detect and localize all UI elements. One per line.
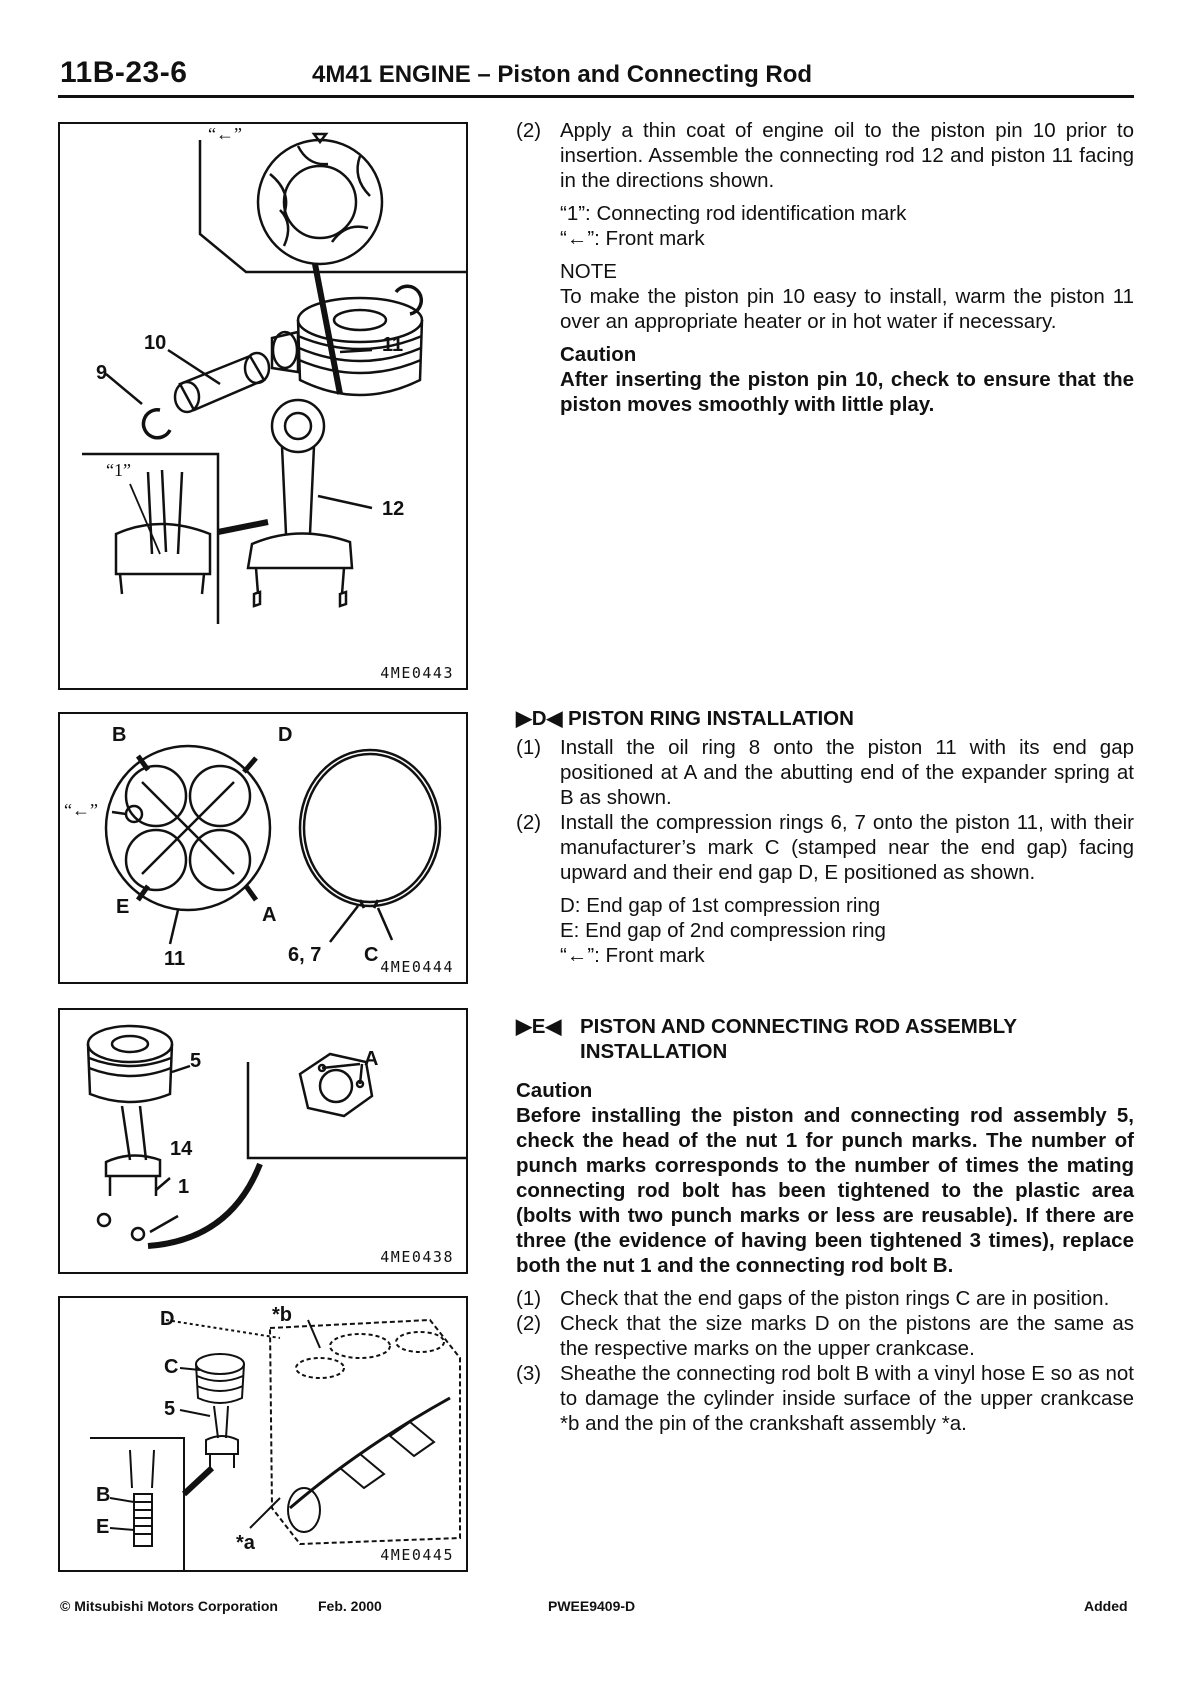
legend-front-mark: “←”: Front mark: [560, 227, 705, 250]
label-11: 11: [164, 948, 186, 970]
footer-status: Added: [1084, 1598, 1128, 1614]
label-12: 12: [382, 498, 405, 520]
figure-1-illustration: [60, 124, 466, 688]
footer-code: PWEE9409-D: [548, 1598, 636, 1614]
step-text: Check that the end gaps of the piston rings C are in position.: [560, 1287, 1110, 1310]
label-9: 9: [96, 362, 108, 384]
page-number: 11B-23-6: [60, 56, 188, 89]
figure-code: 4ME0443: [380, 664, 454, 682]
label-front-mark-2: “←”: [64, 800, 98, 820]
step-1: [516, 735, 1134, 810]
figure-code: 4ME0445: [380, 1546, 454, 1564]
label-star-b: *b: [272, 1304, 292, 1326]
note-text: To make the piston pin 10 easy to install, warm the piston 11 over an appropriate heater or in hot water if necessary.: [560, 285, 1134, 333]
section-marker: ▶E◀: [516, 1015, 562, 1038]
step-text: Apply a thin coat of engine oil to the piston pin 10 prior to insertion. Assemble the connecting rod 12 and piston 11 facing in the directions shown.: [560, 119, 1134, 192]
section-piston-ring: [516, 706, 1134, 968]
label-front-mark-1: “←”: [208, 124, 242, 144]
section-piston-pin: [516, 118, 1134, 417]
label-C: C: [364, 944, 379, 966]
footer-copyright: © Mitsubishi Motors Corporation: [60, 1598, 278, 1614]
section-title-line2: INSTALLATION: [580, 1040, 728, 1063]
caution-text: Before installing the piston and connecting rod assembly 5, check the head of the nut 1 for punch marks. The number of punch marks corresponds to the number of times the mating connecting rod bolt has been tightened to the plastic area (bolts with two punch marks or less are reusable). If there are three (the evidence of having been tightened 3 times), replace both the nut 1 and the connecting rod bolt B.: [516, 1104, 1134, 1277]
label-A: A: [262, 904, 277, 926]
label-E: E: [96, 1516, 110, 1538]
step-text: Check that the size marks D on the pistons are the same as the respective marks on the upper crankcase.: [560, 1312, 1134, 1360]
step-1: [516, 1286, 1134, 1311]
label-C: C: [164, 1356, 179, 1378]
caution-heading: Caution: [560, 343, 637, 366]
label-B: B: [112, 724, 127, 746]
figure-assembly-installation: [58, 1296, 468, 1572]
figure-code: 4ME0444: [380, 958, 454, 976]
step-text: Sheathe the connecting rod bolt B with a vinyl hose E so as not to damage the cylinder inside surface of the upper crankcase *b and the pin of the crankshaft assembly *a.: [560, 1362, 1134, 1435]
step-number: (1): [516, 736, 542, 759]
label-10: 10: [144, 332, 167, 354]
label-E: E: [116, 896, 130, 918]
label-A: A: [364, 1048, 379, 1070]
step-number: (2): [516, 811, 542, 834]
label-5: 5: [164, 1398, 176, 1420]
step-text: Install the oil ring 8 onto the piston 11 with its end gap positioned at A and the abutting end of the expander spring at B as shown.: [560, 736, 1134, 809]
figure-2-illustration: [60, 714, 466, 982]
section-heading: [516, 706, 1134, 731]
figure-code: 4ME0438: [380, 1248, 454, 1266]
step-3: [516, 1361, 1134, 1436]
figure-piston-connecting-rod: [58, 122, 468, 690]
header-rule: [58, 95, 1134, 98]
label-11: 11: [382, 334, 404, 356]
legend-E: E: End gap of 2nd compression ring: [560, 919, 886, 942]
label-D: D: [278, 724, 293, 746]
figure-4-illustration: [60, 1298, 466, 1570]
note-heading: NOTE: [560, 260, 617, 283]
label-B: B: [96, 1484, 111, 1506]
step-2: [516, 810, 1134, 885]
page-title: 4M41 ENGINE – Piston and Connecting Rod: [312, 61, 813, 88]
figure-piston-ring-positions: [58, 712, 468, 984]
label-id-mark: “1”: [106, 460, 131, 480]
step-number: (3): [516, 1362, 542, 1385]
label-14: 14: [170, 1138, 193, 1160]
legend-front-mark: “←”: Front mark: [560, 944, 705, 967]
section-assembly-installation: [516, 1014, 1134, 1436]
section-title-line1: PISTON AND CONNECTING ROD ASSEMBLY: [580, 1015, 1017, 1038]
step-2: [516, 118, 1134, 193]
figure-nut-punch-marks: [58, 1008, 468, 1274]
label-1: 1: [178, 1176, 190, 1198]
step-text: Install the compression rings 6, 7 onto the piston 11, with their manufacturer’s mark C (stamped near the end gap) facing upward and their end gap D, E positioned as shown.: [560, 811, 1134, 884]
step-number: (2): [516, 119, 542, 142]
label-6-7: 6, 7: [288, 944, 322, 966]
label-D: D: [160, 1308, 175, 1330]
legend-id-mark: “1”: Connecting rod identification mark: [560, 202, 907, 225]
figure-3-illustration: [60, 1010, 466, 1272]
footer-date: Feb. 2000: [318, 1598, 382, 1614]
caution-text: After inserting the piston pin 10, check to ensure that the piston moves smoothly with little play.: [560, 368, 1134, 416]
legend-D: D: End gap of 1st compression ring: [560, 894, 881, 917]
caution-heading: Caution: [516, 1079, 593, 1102]
label-5: 5: [190, 1050, 202, 1072]
step-2: [516, 1311, 1134, 1361]
label-star-a: *a: [236, 1532, 255, 1554]
section-marker: ▶D◀: [516, 707, 563, 730]
section-title: PISTON RING INSTALLATION: [568, 707, 854, 730]
step-number: (2): [516, 1312, 542, 1335]
section-heading: [516, 1014, 1134, 1064]
step-number: (1): [516, 1287, 542, 1310]
